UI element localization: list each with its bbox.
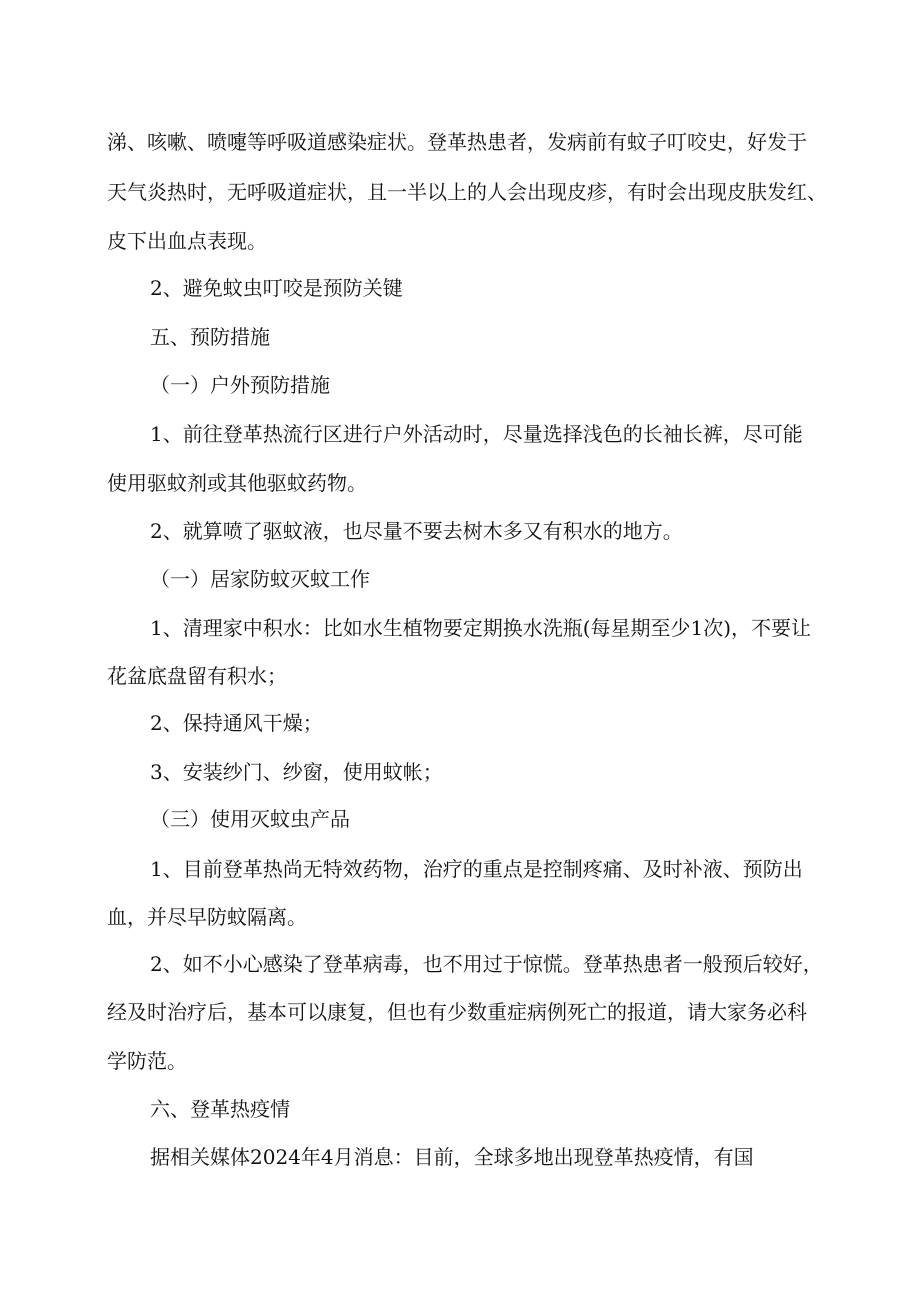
- paragraph-line: 1、前往登革热流行区进行户外活动时，尽量选择浅色的长袖长裤，尽可能: [150, 422, 803, 446]
- paragraph-line: 学防范。: [107, 1049, 187, 1073]
- paragraph-line: 使用驱蚊剂或其他驱蚊药物。: [107, 471, 367, 495]
- paragraph-line: 3、安装纱门、纱窗，使用蚊帐；: [150, 760, 443, 784]
- paragraph-line: 1、清理家中积水：比如水生植物要定期换水洗瓶(每星期至少1次)，不要让: [150, 616, 812, 640]
- section-heading: 六、登革热疫情: [150, 1097, 290, 1121]
- paragraph-line: 天气炎热时，无呼吸道症状，且一半以上的人会出现皮疹，有时会出现皮肤发红、: [107, 180, 827, 204]
- paragraph-line: 花盆底盘留有积水；: [107, 664, 287, 688]
- subsection-heading: （一）户外预防措施: [150, 373, 330, 397]
- section-heading: 五、预防措施: [150, 325, 270, 349]
- paragraph-line: 1、目前登革热尚无特效药物，治疗的重点是控制疼痛、及时补液、预防出: [150, 857, 803, 881]
- paragraph-line: 2、保持通风干燥；: [150, 711, 323, 735]
- paragraph-line: 经及时治疗后，基本可以康复，但也有少数重症病例死亡的报道，请大家务必科: [107, 1000, 807, 1024]
- paragraph-line: 2、如不小心感染了登革病毒，也不用过于惊慌。登革热患者一般预后较好，: [150, 952, 823, 976]
- subheading: 2、避免蚊虫叮咬是预防关键: [150, 276, 403, 300]
- subsection-heading: （一）居家防蚊灭蚊工作: [150, 567, 370, 591]
- paragraph-line: 皮下出血点表现。: [107, 229, 267, 253]
- paragraph-line: 据相关媒体2024年4月消息：目前，全球多地出现登革热疫情，有国: [150, 1145, 754, 1169]
- paragraph-line: 血，并尽早防蚊隔离。: [107, 905, 307, 929]
- subsection-heading: （三）使用灭蚊虫产品: [150, 807, 350, 831]
- paragraph-line: 2、就算喷了驱蚊液，也尽量不要去树木多又有积水的地方。: [150, 519, 683, 543]
- paragraph-line: 涕、咳嗽、喷嚏等呼吸道感染症状。登革热患者，发病前有蚊子叮咬史，好发于: [107, 130, 807, 154]
